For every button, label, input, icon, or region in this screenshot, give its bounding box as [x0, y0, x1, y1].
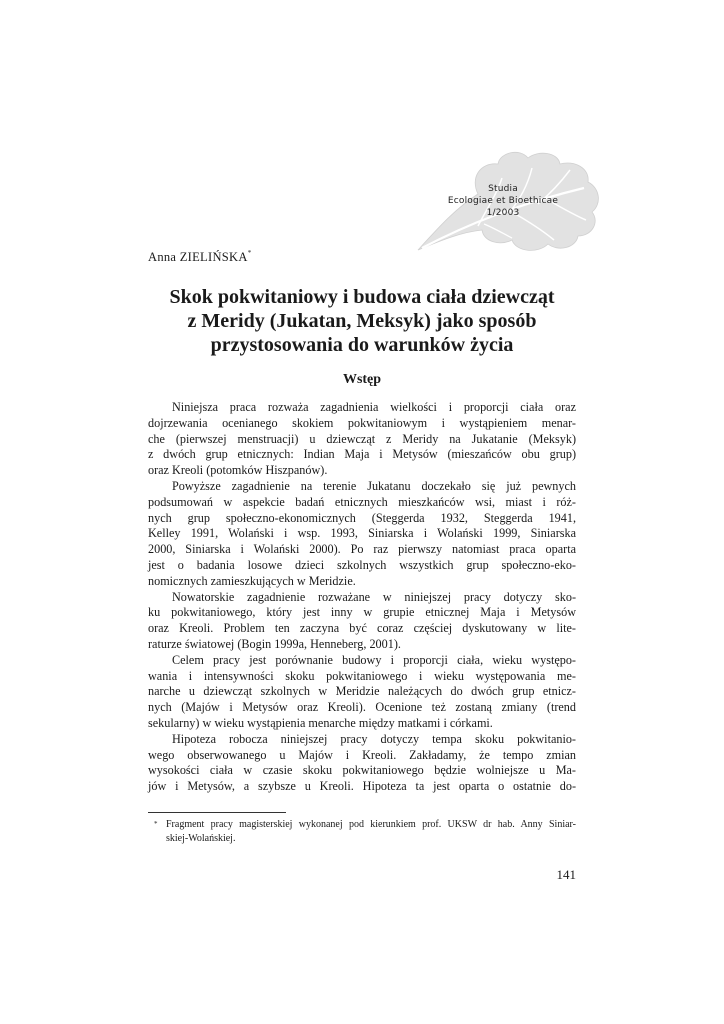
- author-last-name: ZIELIŃSKA: [179, 250, 248, 264]
- journal-title: Studia: [488, 184, 518, 194]
- paragraph-line: Nowatorskie zagadnienie rozważane w niniejszej pracy dotyczy sko-: [172, 589, 576, 604]
- paragraph-line: ku pokwitaniowego, który jest inny w grupie etnicznej Maja i Metysów: [148, 605, 576, 620]
- paragraph-line: jest o badania losowe dzieci szkolnych wszystkich grup społeczno-eko-: [148, 557, 576, 572]
- paragraph-line: wysokości ciała w czasie skoku pokwitaniowego będzie wolniejsze u Ma-: [148, 763, 576, 778]
- paragraph-line: sekularny) w wieku wystąpienia menarche między matkami i córkami.: [148, 715, 493, 730]
- journal-name: [438, 183, 568, 219]
- footnote-line: Fragment pracy magisterskiej wykonanej pod kierunkiem prof. UKSW dr hab. Anny Siniar-: [166, 819, 576, 830]
- paragraph-line: 2000, Siniarska i Wolański 2000). Po raz pierwszy natomiast praca oparta: [148, 542, 576, 557]
- author-name: [148, 250, 252, 265]
- article-title: [148, 285, 576, 357]
- paragraph-line: Hipoteza robocza niniejszej pracy dotyczy tempa skoku pokwitanio-: [172, 731, 576, 746]
- author-footnote-mark: *: [247, 249, 252, 257]
- paragraph-line: wania i intensywności skoku pokwitaniowego i wieku występowania me-: [148, 668, 576, 683]
- paragraph-line: nomicznych zamieszkujących w Meridzie.: [148, 573, 356, 588]
- footnote-line: skiej-Wolańskiej.: [166, 833, 236, 844]
- footnote: [148, 818, 576, 846]
- paragraph-line: Kelley 1991, Wolański i wsp. 1993, Siniarska i Wolański 1999, Siniarska: [148, 526, 576, 541]
- paragraph-line: podsumowań w aspekcie badań etnicznych mieszkańców wsi, miast i róż-: [148, 494, 576, 509]
- paragraph-line: dojrzewania ocenianego skokiem pokwitaniowym i wystąpieniem menar-: [148, 415, 576, 430]
- paragraph-line: nych (Majów i Metysów oraz Kreoli). Ocenione też zostaną zmiany (trend: [148, 700, 576, 715]
- author-first-name: Anna: [148, 250, 177, 264]
- paragraph-line: narche u dziewcząt szkolnych w Meridzie należących do dwóch grup etnicz-: [148, 684, 576, 699]
- paragraph-line: jów i Metysów, a szybsze u Kreoli. Hipoteza ta jest oparta o ostatnie do-: [148, 779, 576, 794]
- paragraph-line: Celem pracy jest porównanie budowy i proporcji ciała, wieku występo-: [172, 652, 576, 667]
- paragraph-line: che (pierwszej menstruacji) u dziewcząt z Meridy na Jukatanie (Meksyk): [148, 431, 576, 446]
- paragraph-line: wego obserwowanego u Majów i Kreoli. Zakładamy, że tempo zmian: [148, 747, 576, 762]
- paragraph-line: oraz Kreoli. Problem ten zaczyna być coraz częściej dyskutowany w lite-: [148, 621, 576, 636]
- page-number: 141: [556, 867, 576, 882]
- article-title-line: Skok pokwitaniowy i budowa ciała dziewcząt: [169, 286, 555, 308]
- paragraph-line: z dwóch grup etnicznych: Indian Maja i Metysów (mieszańców obu grup): [148, 447, 576, 462]
- footnote-divider: [148, 812, 286, 813]
- body-text: [148, 400, 576, 795]
- section-heading: Wstęp: [342, 372, 382, 387]
- paragraph-line: raturze światowej (Bogin 1999a, Henneberg, 2001).: [148, 636, 401, 651]
- footnote-mark: *: [154, 820, 158, 828]
- journal-issue: 1/2003: [486, 208, 520, 218]
- paragraph-line: Powyższe zagadnienie na terenie Jukatanu doczekało się już pewnych: [172, 478, 576, 493]
- paragraph-line: oraz Kreoli (potomków Hiszpanów).: [148, 463, 328, 478]
- journal-subtitle: Ecologiae et Bioethicae: [447, 196, 559, 206]
- paragraph-line: Niniejsza praca rozważa zagadnienia wielkości i proporcji ciała oraz: [172, 400, 576, 414]
- article-title-line: przystosowania do warunków życia: [210, 334, 514, 356]
- paragraph-line: nych grup społeczno-ekonomicznych (Steggerda 1932, Steggerda 1941,: [148, 510, 576, 525]
- article-title-line: z Meridy (Jukatan, Meksyk) jako sposób: [187, 310, 537, 332]
